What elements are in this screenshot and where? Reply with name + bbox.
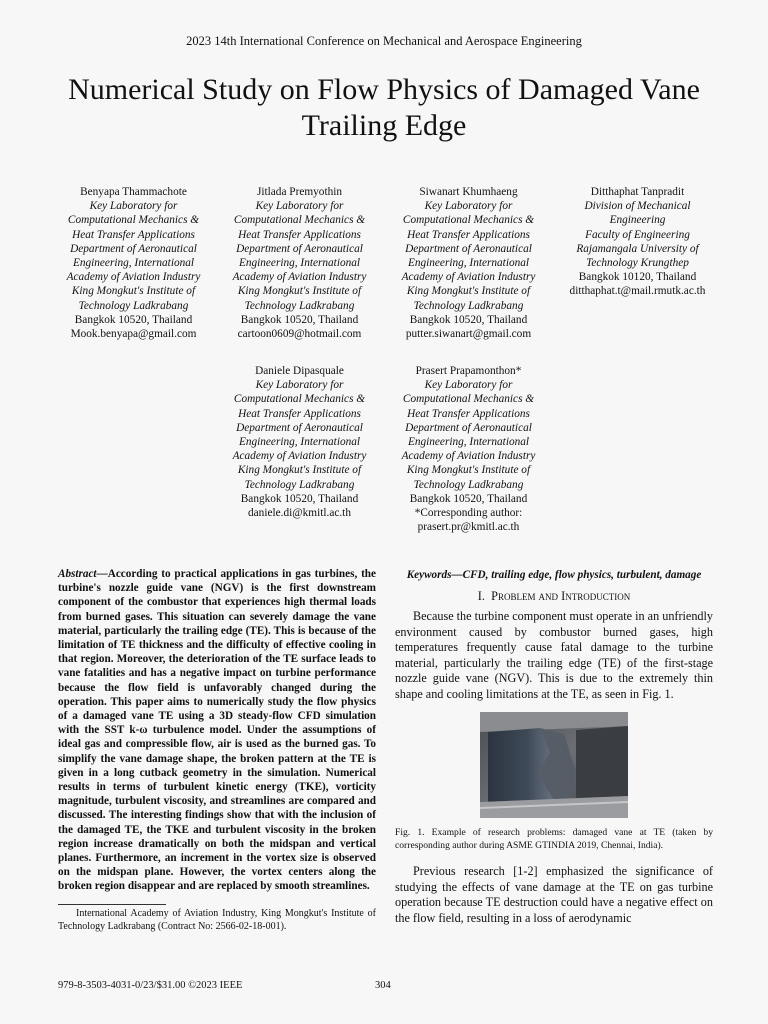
paper-title — [40, 72, 728, 144]
author-address: Bangkok 10520, Thailand — [409, 492, 528, 505]
author-affiliation: Technology Ladkrabang — [413, 478, 524, 491]
author-affiliation: Division of Mechanical — [584, 200, 691, 213]
author-affiliation: Academy of Aviation Industry — [401, 450, 536, 463]
author-email[interactable]: daniele.di@kmitl.ac.th — [248, 507, 351, 520]
author-address: Bangkok 10520, Thailand — [409, 313, 528, 326]
author-block — [550, 185, 725, 299]
figure-damaged-vane-photo — [480, 712, 628, 818]
isbn-line: 979-8-3503-4031-0/23/$31.00 ©2023 IEEE — [58, 980, 243, 991]
figure-caption: Fig. 1. Example of research problems: damaged vane at TE (taken by corresponding author during ASME GTINDIA 2019, Chennai, India). — [395, 827, 713, 851]
author-block — [381, 364, 556, 534]
intro-paragraph: Previous research [1-2] emphasized the significance of studying the effects of vane damage at the TE on gas turbine operation because TE destruction could have a negative effect on the flow field, resulting in a loss of aerodynamic — [395, 864, 713, 925]
page-number: 304 — [375, 980, 391, 991]
author-affiliation: Department of Aeronautical — [236, 421, 363, 434]
author-affiliation: Key Laboratory for — [89, 200, 178, 213]
author-affiliation: Heat Transfer Applications — [238, 407, 361, 420]
author-affiliation: Engineering, International — [407, 257, 530, 270]
abstract — [58, 567, 376, 894]
author-affiliation: Department of Aeronautical — [70, 242, 197, 255]
damaged-vane-image — [480, 712, 628, 818]
author-block — [46, 185, 221, 341]
author-email[interactable]: Mook.benyapa@gmail.com — [70, 328, 197, 341]
section-number: I. — [477, 589, 485, 603]
author-affiliation: Engineering, International — [238, 257, 361, 270]
abstract-label: Abstract — [58, 568, 97, 580]
author-affiliation: Engineering, International — [407, 436, 530, 449]
author-affiliation: Academy of Aviation Industry — [66, 271, 201, 284]
author-address: Bangkok 10520, Thailand — [240, 492, 359, 505]
author-name: Jitlada Premyothin — [256, 186, 343, 198]
title-line: Numerical Study on Flow Physics of Damaged Vane — [68, 73, 700, 106]
author-name: Siwanart Khumhaeng — [419, 186, 518, 198]
author-affiliation: Rajamangala University of — [576, 242, 699, 255]
section-title: Problem and Introduction — [491, 589, 631, 603]
footnote-rule — [58, 904, 166, 905]
author-affiliation: Computational Mechanics & — [402, 393, 535, 406]
author-affiliation: Technology Ladkrabang — [78, 299, 189, 312]
author-affiliation: Key Laboratory for — [255, 379, 344, 392]
author-affiliation: King Mongkut's Institute of — [71, 285, 196, 298]
author-affiliation: Faculty of Engineering — [585, 228, 690, 241]
author-affiliation: Computational Mechanics & — [402, 214, 535, 227]
author-email[interactable]: cartoon0609@hotmail.com — [237, 328, 362, 341]
author-affiliation: Engineering — [609, 214, 666, 227]
author-affiliation: Engineering, International — [238, 436, 361, 449]
author-affiliation: Heat Transfer Applications — [407, 228, 530, 241]
author-affiliation: Heat Transfer Applications — [72, 228, 195, 241]
author-affiliation: Key Laboratory for — [255, 200, 344, 213]
author-affiliation: Academy of Aviation Industry — [401, 271, 536, 284]
author-name: Ditthaphat Tanpradit — [590, 186, 685, 198]
section-heading — [395, 589, 713, 604]
author-affiliation: Department of Aeronautical — [236, 242, 363, 255]
author-affiliation: Department of Aeronautical — [405, 242, 532, 255]
author-affiliation: Technology Ladkrabang — [244, 478, 355, 491]
author-affiliation: Engineering, International — [72, 257, 195, 270]
author-name: Daniele Dipasquale — [255, 365, 344, 377]
author-affiliation: Key Laboratory for — [424, 379, 513, 392]
author-affiliation: Heat Transfer Applications — [407, 407, 530, 420]
author-email[interactable]: ditthaphat.t@mail.rmutk.ac.th — [569, 285, 706, 298]
author-affiliation: Key Laboratory for — [424, 200, 513, 213]
author-affiliation: Department of Aeronautical — [405, 421, 532, 434]
author-email[interactable]: putter.siwanart@gmail.com — [405, 328, 532, 341]
author-address: Bangkok 10520, Thailand — [74, 313, 193, 326]
author-name: Prasert Prapamonthon* — [415, 365, 522, 377]
title-line: Trailing Edge — [301, 109, 467, 142]
author-address: *Corresponding author: — [414, 507, 523, 520]
author-affiliation: Computational Mechanics & — [233, 393, 366, 406]
author-email[interactable]: prasert.pr@kmitl.ac.th — [417, 521, 520, 534]
author-affiliation: Heat Transfer Applications — [238, 228, 361, 241]
keywords: Keywords—CFD, trailing edge, flow physics, turbulent, damage — [406, 569, 702, 581]
author-affiliation: Academy of Aviation Industry — [232, 450, 367, 463]
author-affiliation: Computational Mechanics & — [233, 214, 366, 227]
author-affiliation: Academy of Aviation Industry — [232, 271, 367, 284]
author-affiliation: King Mongkut's Institute of — [237, 464, 362, 477]
conference-header: 2023 14th International Conference on Mechanical and Aerospace Engineering — [186, 34, 582, 48]
abstract-text: —According to practical applications in gas turbines, the turbine's nozzle guide vane (NGV) is the first downstream component of the combustor that experiences high thermal loads from burned gases. This situation can severely damage the vane material, particularly the trailing edge (TE). This is because of the limitation of TE thickness and the difficulty of effective cooling in that region. Moreover, the deterioration of the TE surface leads to vane fatalities and has a negative impact on turbine performance because the flow field is unfavorably changed during the operation. This paper aims to numerically study the flow physics of a damaged vane TE using a 3D steady-flow CFD simulation with the SST k-ω turbulence model. Under the assumptions of ideal gas and compressible flow, air is used as the burned gas. To simplify the vane damage shape, the broken pattern at the TE is given in a long cutback geometry in the simulation. Numerical results in terms of turbulent kinetic energy (TKE), vorticity magnitude, turbulent viscosity, and streamlines are compared and discussed. The interesting findings show that with the inclusion of the damaged TE, the TKE and turbulent viscosity in the broken region increase dramatically on both the midspan and vertical planes. Furthermore, an increment in the vortex size is observed on the midspan plane. However, the vortex centers along the broken region disappear and are replaced by smooth streamlines. — [58, 568, 376, 893]
footnote: International Academy of Aviation Industry, King Mongkut's Institute of Technology Ladkrabang (Contract No: 2566-02-18-001). — [58, 908, 376, 932]
author-affiliation: King Mongkut's Institute of — [406, 285, 531, 298]
author-affiliation: King Mongkut's Institute of — [406, 464, 531, 477]
author-affiliation: Computational Mechanics & — [67, 214, 200, 227]
author-address: Bangkok 10120, Thailand — [578, 271, 697, 284]
author-name: Benyapa Thammachote — [80, 186, 187, 198]
author-address: Bangkok 10520, Thailand — [240, 313, 359, 326]
author-affiliation: King Mongkut's Institute of — [237, 285, 362, 298]
intro-paragraph: Because the turbine component must operate in an unfriendly environment caused by combustor burned gases, high temperatures frequently cause fatal damage to the turbine material, particularly the trailing edge (TE) of the first-stage nozzle guide vane (NGV). This is due to the extremely thin shape and cooling limitations at the TE, as seen in Fig. 1. — [395, 609, 713, 701]
author-affiliation: Technology Ladkrabang — [413, 299, 524, 312]
author-block — [381, 185, 556, 341]
author-block — [212, 185, 387, 341]
author-affiliation: Technology Krungthep — [586, 257, 689, 270]
author-block — [212, 364, 387, 520]
author-affiliation: Technology Ladkrabang — [244, 299, 355, 312]
